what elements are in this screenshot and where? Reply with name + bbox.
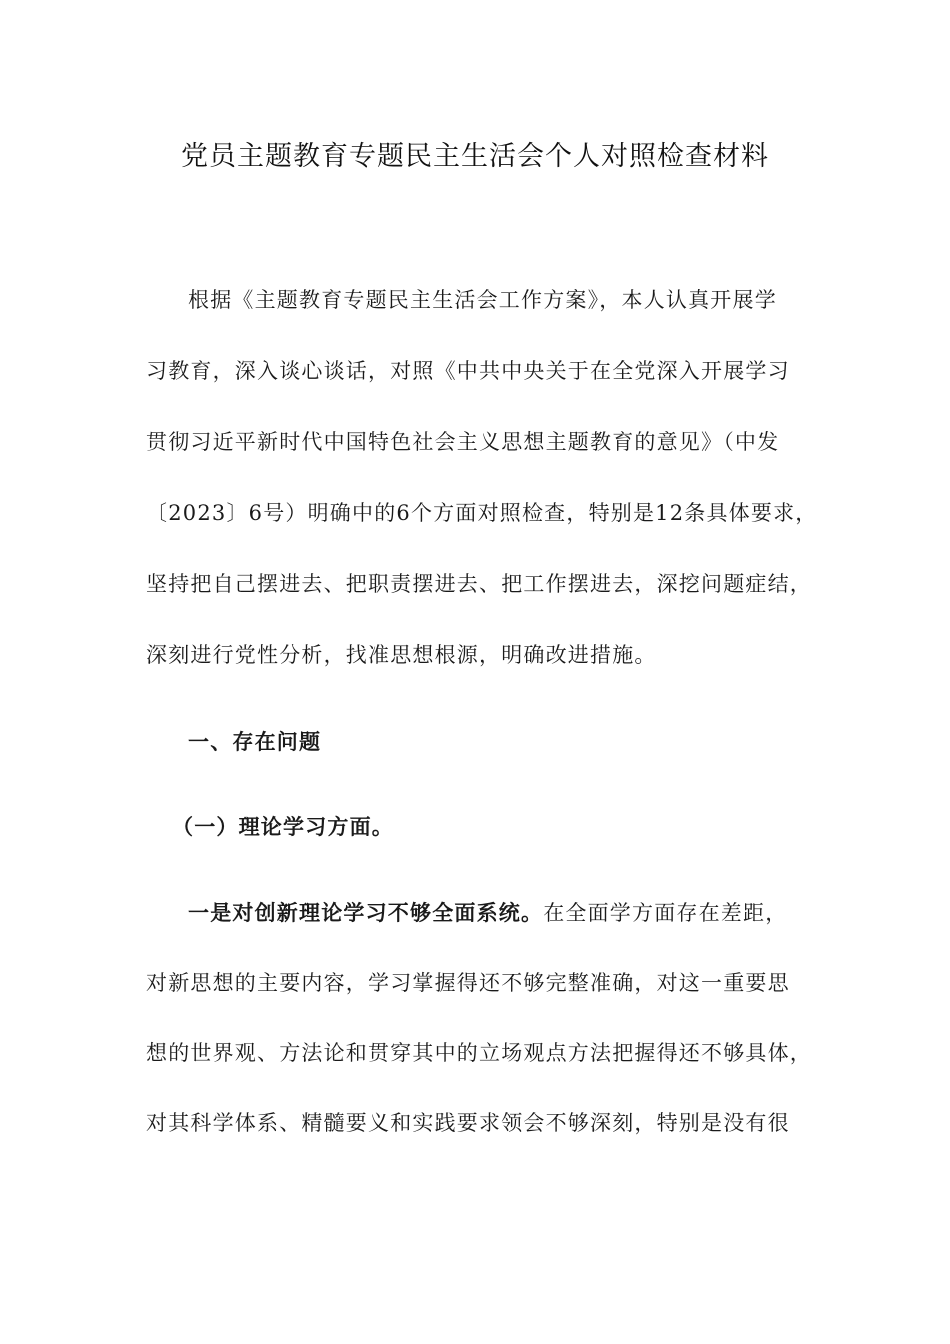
intro-line-5: 坚持把自己摆进去、把职责摆进去、把工作摆进去，深挖问题症结，: [146, 572, 812, 596]
intro-line-4: 〔2023〕6号）明确中的6个方面对照检查，特别是12条具体要求，: [146, 501, 818, 525]
intro-line-2: 习教育，深入谈心谈话，对照《中共中央关于在全党深入开展学习: [146, 359, 790, 383]
intro-line-6: 深刻进行党性分析，找准思想根源，明确改进措施。: [146, 643, 657, 667]
document-title: 党员主题教育专题民主生活会个人对照检查材料: [181, 141, 769, 172]
point-line-3: 对其科学体系、精髓要义和实践要求领会不够深刻，特别是没有很: [146, 1111, 790, 1135]
point-lead-bold: 一是对创新理论学习不够全面系统。: [188, 901, 544, 925]
point-lead-line: [188, 898, 848, 928]
point-line-1: 对新思想的主要内容，学习掌握得还不够完整准确，对这一重要思: [146, 971, 790, 995]
point-line-2: 想的世界观、方法论和贯穿其中的立场观点方法把握得还不够具体，: [146, 1041, 812, 1065]
intro-line-3: 贯彻习近平新时代中国特色社会主义思想主题教育的意见》（中发: [146, 430, 780, 454]
point-lead-rest: 在全面学方面存在差距，: [543, 901, 788, 925]
intro-line-1: 根据《主题教育专题民主生活会工作方案》，本人认真开展学: [188, 288, 777, 312]
section-heading: 一、存在问题: [188, 730, 322, 754]
subsection-heading: （一）理论学习方面。: [172, 815, 394, 839]
